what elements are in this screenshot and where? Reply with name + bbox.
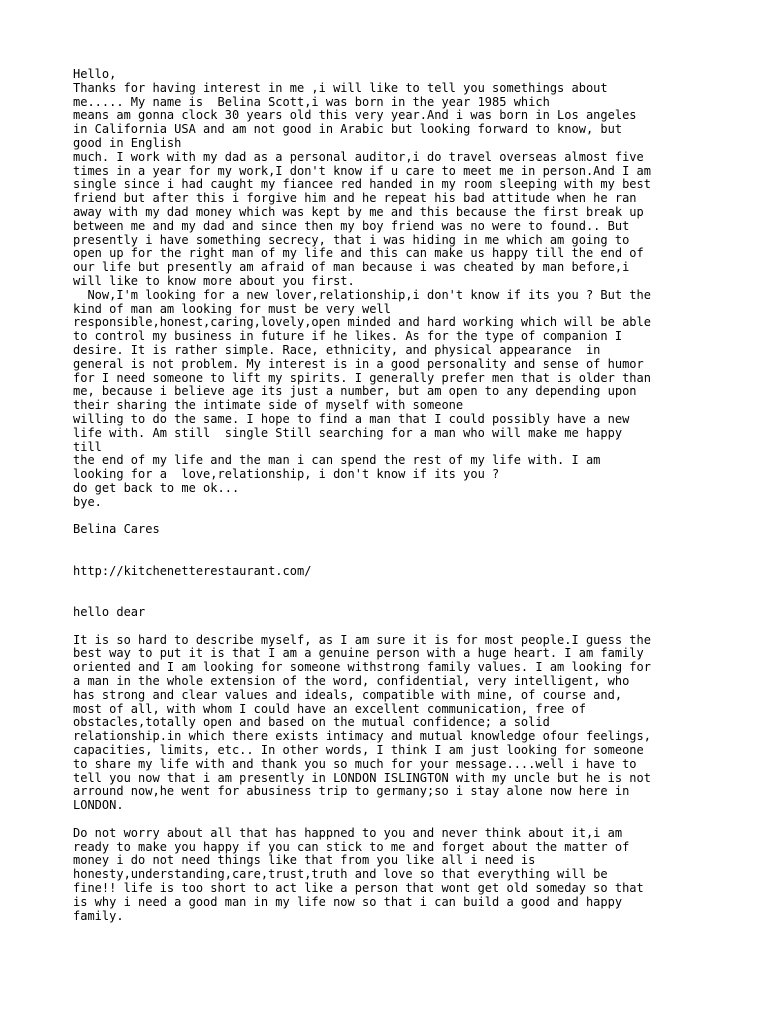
letter-line: times in a year for my work,I don't know if u care to meet me in person.And I am — [73, 163, 651, 178]
blank-line — [73, 592, 713, 606]
letter-line: open up for the right man of my life and this can make us happy till the end of — [73, 246, 644, 261]
letter-line: has strong and clear values and ideals, compatible with mine, of course and, — [73, 687, 623, 702]
letter-line: fine!! life is too short to act like a person that wont get old someday so that — [73, 881, 644, 896]
letter-line: between me and my dad and since then my boy friend was no were to found.. But — [73, 218, 630, 233]
letter-line: friend but after this i forgive him and he repeat his bad attitude when he ran — [73, 191, 637, 206]
letter-line: most of all, with whom I could have an excellent communication, free of — [73, 701, 586, 716]
letter-line: the end of my life and the man i can spend the rest of my life with. I am — [73, 453, 601, 468]
letter-line: honesty,understanding,care,trust,truth and love so that everything will be — [73, 867, 608, 882]
letter-line: me..... My name is Belina Scott,i was born in the year 1985 which — [73, 94, 550, 109]
letter-line: means am gonna clock 30 years old this very year.And i was born in Los angeles — [73, 108, 637, 123]
letter-line: money i do not need things like that from you like all i need is — [73, 853, 536, 868]
letter-line: our life but presently am afraid of man because i was cheated by man before,i — [73, 260, 630, 275]
letter-line: is why i need a good man in my life now so that i can build a good and happy — [73, 894, 623, 909]
blank-line — [73, 620, 713, 634]
letter-line: general is not problem. My interest is in a good personality and sense of humor — [73, 356, 644, 371]
letter-line — [73, 923, 713, 937]
letter-line: do get back to me ok... — [73, 480, 240, 495]
letter-line: kind of man am looking for must be very well — [73, 301, 391, 316]
letter-line: desire. It is rather simple. Race, ethnicity, and physical appearance in — [73, 342, 601, 357]
blank-line — [73, 510, 713, 524]
letter-line: me, because i believe age its just a number, but am open to any depending upon — [73, 384, 637, 399]
letter-line: Now,I'm looking for a new lover,relationship,i don't know if its you ? But the — [73, 287, 651, 302]
letter-line: good in English — [73, 135, 182, 150]
document-body — [73, 68, 713, 937]
greeting-line: Hello, — [73, 67, 117, 81]
letter-line: away with my dad money which was kept by me and this because the first break up — [73, 204, 644, 219]
letter-line: presently i have something secrecy, that i was hiding in me which am going to — [73, 232, 630, 247]
letter-line: capacities, limits, etc.. In other words, I think I am just looking for someone — [73, 743, 644, 758]
letter-line: much. I work with my dad as a personal auditor,i do travel overseas almost five — [73, 149, 644, 164]
letter-line: arround now,he went for abusiness trip to germany;so i stay alone now here in — [73, 784, 630, 799]
blank-line — [73, 537, 713, 551]
blank-line — [73, 551, 713, 565]
letter-line: tell you now that i am presently in LONDON ISLINGTON with my uncle but he is not — [73, 770, 651, 785]
letter-line: for I need someone to lift my spirits. I generally prefer men that is older than — [73, 370, 651, 385]
letter-line — [73, 813, 713, 827]
letter-line: It is so hard to describe myself, as I am sure it is for most people.I guess the — [73, 632, 651, 647]
letter-line: single since i had caught my fiancee red handed in my room sleeping with my best — [73, 177, 651, 192]
closing-line: bye. — [73, 494, 102, 509]
letter-line: best way to put it is that I am a genuine person with a huge heart. I am family — [73, 646, 644, 661]
second-greeting-line: hello dear — [73, 605, 146, 620]
letter-line: to control my business in future if he likes. As for the type of companion I — [73, 329, 623, 344]
letter-line: their sharing the intimate side of myself with someone — [73, 398, 464, 413]
letter-line: life with. Am still single Still searching for a man who will make me happy — [73, 425, 623, 440]
letter-line: Thanks for having interest in me ,i will like to tell you somethings about — [73, 80, 608, 95]
signature-line: Belina Cares — [73, 522, 160, 537]
letter-line: family. — [73, 908, 124, 923]
blank-line — [73, 578, 713, 592]
letter-line: ready to make you happy if you can stick to me and forget about the matter of — [73, 839, 630, 854]
letter-line: in California USA and am not good in Arabic but looking forward to know, but — [73, 122, 623, 137]
blank-line: Do not worry about all that has happned to you and never think about it,i am — [73, 825, 623, 840]
website-link[interactable]: http://kitchenetterestaurant.com/ — [73, 563, 312, 578]
letter-line: looking for a love,relationship, i don't know if its you ? — [73, 467, 500, 482]
letter-line: obstacles,totally open and based on the mutual confidence; a solid — [73, 715, 550, 730]
letter-line: till — [73, 439, 102, 454]
letter-line: relationship.in which there exists intimacy and mutual knowledge ofour feelings, — [73, 729, 651, 744]
letter-line: LONDON. — [73, 798, 124, 813]
letter-line: to share my life with and thank you so much for your message....well i have to — [73, 756, 637, 771]
letter-line: will like to know more about you first. — [73, 273, 355, 288]
letter-line: a man in the whole extension of the word, confidential, very intelligent, who — [73, 674, 630, 689]
letter-line: oriented and I am looking for someone withstrong family values. I am looking for — [73, 660, 651, 675]
letter-line: willing to do the same. I hope to find a man that I could possibly have a new — [73, 411, 630, 426]
letter-line: responsible,honest,caring,lovely,open minded and hard working which will be able — [73, 315, 651, 330]
